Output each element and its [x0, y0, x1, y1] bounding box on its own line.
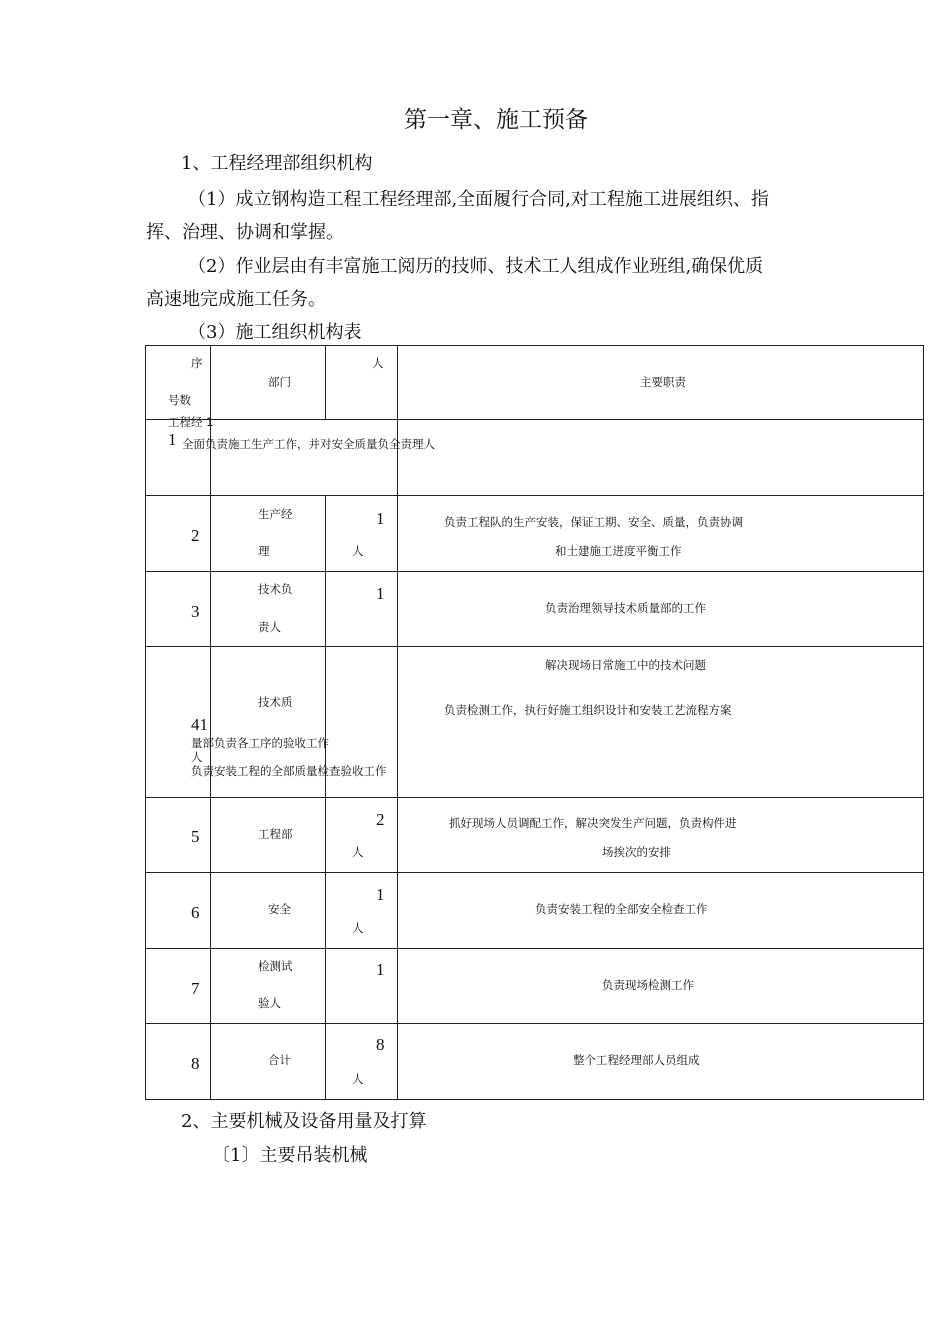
row6-dept: 安全 — [268, 902, 291, 916]
table-row-line — [145, 948, 924, 949]
row7-dept-top: 检测试 — [258, 959, 293, 973]
table-caption: （3）施工组织机构表 — [188, 322, 362, 343]
row2-dept-bottom: 理 — [258, 544, 270, 558]
table-col-line — [325, 345, 326, 420]
table-row-line — [145, 1023, 924, 1024]
row4-seq: 41 — [191, 715, 208, 734]
row4-overflow-line-2: 人 — [191, 750, 203, 764]
section-2-heading: 2、主要机械及设备用量及打算 — [181, 1111, 427, 1132]
row7-dept-bottom: 验人 — [258, 996, 281, 1010]
paragraph-1-line-2: 挥、治理、协调和掌握。 — [146, 222, 344, 243]
table-row-line — [145, 872, 924, 873]
row5-dept: 工程部 — [258, 827, 293, 841]
table-col-line — [397, 345, 398, 1100]
header-seq-top: 序 — [191, 356, 203, 370]
table-row-line — [145, 571, 924, 572]
row2-unit: 人 — [352, 544, 364, 558]
table-col-line — [325, 495, 326, 1100]
table-border-bottom — [145, 1099, 924, 1100]
row5-count: 2 — [376, 810, 385, 829]
row1-duty: 全面负责施工生产工作，并对安全质量负全责理人 — [182, 437, 435, 451]
row7-duty: 负责现场检测工作 — [602, 978, 694, 992]
table-border-left — [145, 345, 146, 1100]
row6-duty: 负责安装工程的全部安全检查工作 — [535, 902, 708, 916]
row3-count: 1 — [376, 584, 385, 603]
table-row-line — [145, 419, 924, 420]
row8-seq: 8 — [191, 1054, 200, 1073]
table-col-line — [210, 345, 211, 1100]
row6-seq: 6 — [191, 903, 200, 922]
row5-duty-top: 抓好现场人员调配工作，解决突发生产问题，负责构件进 — [449, 816, 737, 830]
paragraph-2-line-2: 高速地完成施工任务。 — [146, 289, 326, 310]
row8-count: 8 — [376, 1035, 385, 1054]
row6-count: 1 — [376, 885, 385, 904]
row2-dept-top: 生产经 — [258, 507, 293, 521]
row8-dept: 合计 — [268, 1053, 291, 1067]
chapter-title: 第一章、施工预备 — [404, 107, 588, 133]
table-row-line — [145, 495, 924, 496]
section-2-subheading: 〔1〕主要吊装机械 — [212, 1145, 368, 1166]
header-duty: 主要职责 — [640, 375, 686, 389]
row5-unit: 人 — [352, 845, 364, 859]
row3-seq: 3 — [191, 602, 200, 621]
row2-seq: 2 — [191, 526, 200, 545]
row7-count: 1 — [376, 960, 385, 979]
row4-duty-top: 解决现场日常施工中的技术问题 — [545, 658, 706, 672]
table-row-line — [145, 646, 924, 647]
row3-dept-bottom: 责人 — [258, 620, 281, 634]
row4-overflow-line-1: 量部负责各工序的验收工作 — [191, 736, 329, 750]
paragraph-2-line-1: （2）作业层由有丰富施工阅历的技师、技术工人组成作业班组,确保优质 — [188, 256, 764, 277]
row4-overflow-line-3: 负责安装工程的全部质量检查验收工作 — [191, 764, 387, 778]
header-people: 人 — [372, 356, 384, 370]
row6-unit: 人 — [352, 921, 364, 935]
row4-dept: 技术质 — [258, 695, 293, 709]
row8-duty: 整个工程经理部人员组成 — [573, 1053, 700, 1067]
row5-seq: 5 — [191, 827, 200, 846]
row2-count: 1 — [376, 509, 385, 528]
row5-duty-bottom: 场挨次的安排 — [602, 845, 671, 859]
row3-duty: 负责治理领导技术质量部的工作 — [545, 601, 706, 615]
row4-duty-bottom: 负责检测工作，执行好施工组织设计和安装工艺流程方案 — [444, 703, 732, 717]
row7-seq: 7 — [191, 979, 200, 998]
row1-seq: 1 — [168, 430, 177, 449]
header-seq-bottom: 号数 — [168, 393, 191, 407]
table-border-top — [145, 345, 924, 346]
table-border-right — [923, 345, 924, 1100]
row2-duty-top: 负责工程队的生产安装，保证工期、安全、质量，负责协调 — [444, 515, 743, 529]
paragraph-1-line-1: （1）成立钢构造工程工程经理部,全面履行合同,对工程施工进展组织、指 — [188, 189, 769, 210]
header-dept: 部门 — [268, 375, 291, 389]
row1-overflow-text: 工程经 1 — [168, 415, 214, 429]
row2-duty-bottom: 和土建施工进度平衡工作 — [555, 544, 682, 558]
row3-dept-top: 技术负 — [258, 582, 293, 596]
table-row-line — [145, 797, 924, 798]
section-1-heading: 1、工程经理部组织机构 — [181, 153, 373, 174]
row8-unit: 人 — [352, 1072, 364, 1086]
